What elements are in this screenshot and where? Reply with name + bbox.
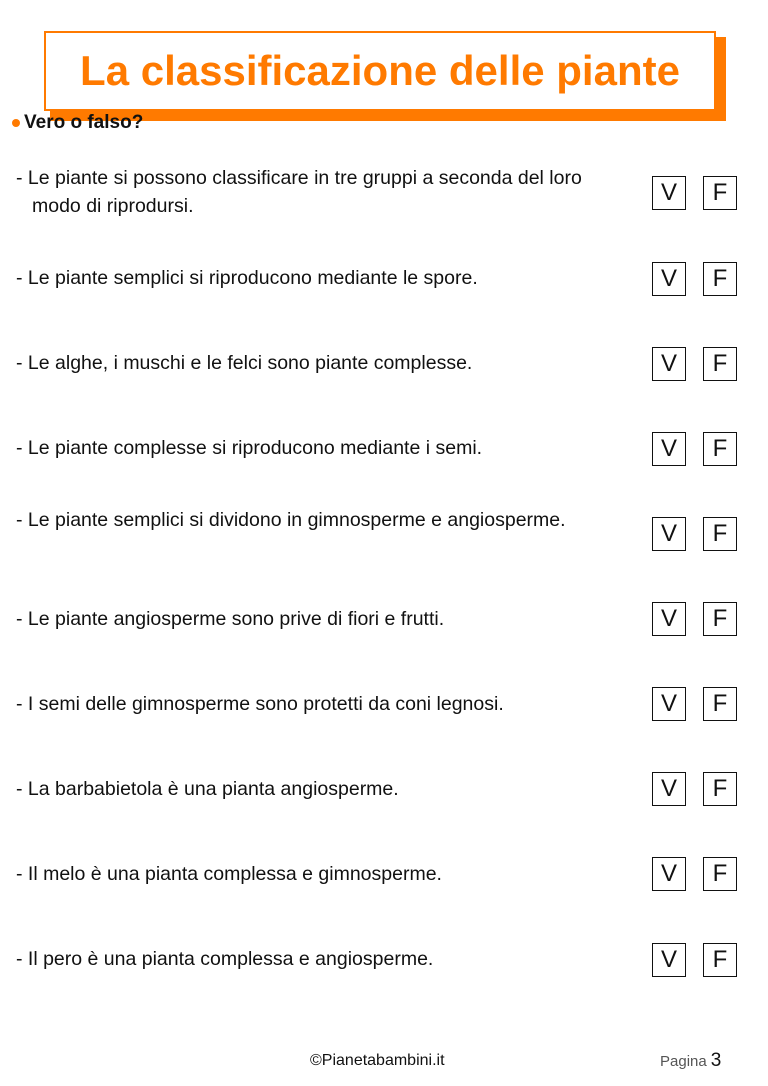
page-number: 3: [710, 1050, 722, 1071]
true-checkbox[interactable]: V: [652, 943, 686, 977]
question-row: [16, 690, 756, 750]
question-text: - Il pero è una pianta complessa e angiosperme.: [16, 948, 434, 970]
question-text: - Le alghe, i muschi e le felci sono piante complesse.: [16, 352, 473, 374]
question-row: [16, 605, 756, 665]
page-title: La classificazione delle piante: [80, 47, 680, 94]
false-checkbox[interactable]: F: [703, 687, 737, 721]
section-heading: [12, 112, 143, 134]
true-checkbox[interactable]: V: [652, 687, 686, 721]
false-checkbox[interactable]: F: [703, 772, 737, 806]
question-row: [16, 506, 756, 566]
question-row: [16, 775, 756, 835]
footer-page: [660, 1050, 721, 1072]
question-row: [16, 434, 756, 494]
footer-site: ©Pianetabambini.it: [310, 1052, 445, 1069]
false-checkbox[interactable]: F: [703, 262, 737, 296]
true-checkbox[interactable]: V: [652, 857, 686, 891]
question-text: - Le piante semplici si riproducono mediante le spore.: [16, 267, 478, 289]
question-text: - Le piante si possono classificare in tre gruppi a seconda del loro modo di riprodursi.: [16, 167, 582, 217]
true-checkbox[interactable]: V: [652, 432, 686, 466]
true-checkbox[interactable]: V: [652, 176, 686, 210]
true-checkbox[interactable]: V: [652, 347, 686, 381]
false-checkbox[interactable]: F: [703, 176, 737, 210]
false-checkbox[interactable]: F: [703, 432, 737, 466]
false-checkbox[interactable]: F: [703, 857, 737, 891]
question-text: - Il melo è una pianta complessa e gimnosperme.: [16, 863, 442, 885]
false-checkbox[interactable]: F: [703, 347, 737, 381]
question-row: [16, 164, 756, 224]
true-checkbox[interactable]: V: [652, 602, 686, 636]
bullet-icon: [12, 119, 20, 127]
question-text: - Le piante angiosperme sono prive di fiori e frutti.: [16, 608, 445, 630]
question-row: [16, 349, 756, 409]
true-checkbox[interactable]: V: [652, 262, 686, 296]
false-checkbox[interactable]: F: [703, 517, 737, 551]
question-text: - I semi delle gimnosperme sono protetti da coni legnosi.: [16, 693, 504, 715]
question-row: [16, 264, 756, 324]
question-text: - Le piante semplici si dividono in gimnosperme e angiosperme.: [16, 509, 566, 531]
title-banner: [44, 31, 716, 111]
section-label: Vero o falso?: [24, 112, 144, 133]
question-row: [16, 945, 756, 1005]
false-checkbox[interactable]: F: [703, 943, 737, 977]
page-label: Pagina: [660, 1053, 707, 1070]
question-text: - Le piante complesse si riproducono mediante i semi.: [16, 437, 483, 459]
true-checkbox[interactable]: V: [652, 517, 686, 551]
question-text: - La barbabietola è una pianta angiosperme.: [16, 778, 399, 800]
false-checkbox[interactable]: F: [703, 602, 737, 636]
question-row: [16, 860, 756, 920]
true-checkbox[interactable]: V: [652, 772, 686, 806]
